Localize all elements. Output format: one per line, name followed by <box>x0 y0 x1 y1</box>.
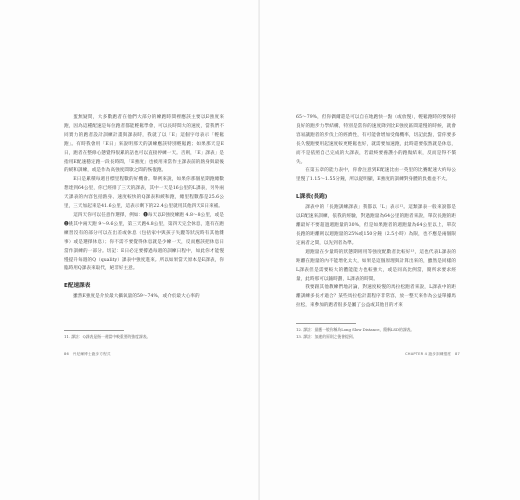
right-paragraph-2: 在第五章的能力表中，你會注意到E配速比由一英里的比賽配速大約每公里慢了1.15～1.55分鐘，所以從明顯，E強度的訓練對身體的負擔並不大。 <box>296 168 456 183</box>
left-paragraph-1: 蛋無疑問，大多數跑者在他們大部分的練跑時間裡應該主要以E強度來跑，因為這種配速是每位跑者都能輕鬆學會，可以長時間大的速度，當我們不同實力的跑者設計訓練計畫與課表時，我就了以「E」這個字母表示「輕鬆跑」。有時我會用「E日」來說明那天的訓練應該特別輕鬆跑；如果那天是E日，跑者在整條心態覺得很累的話也可以直接停練一天。否則，「E」課表」是指用E配速穩定跑一段長時間，「E強度」也被用來當作主課表前的熱身與最後的緩和訓練，或是作為高強度間歇之間的恢復跑。 <box>64 115 224 174</box>
left-paragraph-2: E日是累積每週目標里程數的好機會。舉例來說，如果你那個星期跑總數想達到64公里，你已經排了三天的課表，其中一天是16公里的L課表，另外兩天課表的內容包括熱身、速度較快的Q課表和緩和跑，總里程數都是25.6公里，三天加起來是41.6公里，這表示剩下的22.4公里就用其他四天E日來補。 <box>64 177 224 210</box>
right-body-text <box>296 114 456 311</box>
left-footnotes <box>64 334 224 341</box>
left-footnote-rule <box>64 330 124 331</box>
footnote-11: 11. 譯註：Q課表是指一週當中較重要的強度課表。 <box>64 334 151 339</box>
right-page <box>260 0 520 500</box>
left-paragraph-4: 雖然E強度是介於最大攝氧量的59～74%，或介於最大心率的 <box>73 294 200 300</box>
right-page-number: CHAPTER 4 跑步訓練強度 87 <box>405 352 460 356</box>
right-paragraph-1: 65～79%，但你偶爾還是可以自在地跑快一點（或放慢），輕鬆跑時的要保持良好的跑步力學結構，特別是當你的速度降到比E強度區間還慢的時候，就會容易讓跑者的步伐上的經濟性，有可能會增加受傷機率，切記此點，當你要多長久慢跑要用起速度較更輕鬆也好，就需要加速跑，此時還要依然就是休息，而不是依照自己完成的大課表，若最終要養護小的跑傷結束，反而是得不償失。 <box>296 115 456 165</box>
section-heading-long-run: L課表(長跑) <box>296 194 328 201</box>
footnote-12: 12. 譯註：最應一般你稱為Long Slow Distance，簡稱LSD的課表。 <box>296 327 415 332</box>
left-paragraph-3: 這四天你可以任意作選擇，例如：❶每天以E強度練跑 4.8～8公里，或是❷挑其中兩天跑 9～9.6公里，第三天跑4.8公里，第四天完全休息，進有在跑練習沒有的部分可以在出差或休息（包括家中與孩子失蹤等狀況時有其他雜事）或是選擇休息）；你不需不要覺得休息就是少練一天，反而應該把休息日當作訓練的一部分。切記：E日必定要撐過每週的訓練日程中，如此你才能慢慢提升每週的Q（quality）課表中強度進來。所以如果當天原本是E課表，你臨時用Q課表來取代，絕非好主意。 <box>64 212 224 272</box>
right-paragraph-5: 我要跟其他教練們地討論，對速度較慢的馬拉松跑者來說，L課表中的距離訓練多長才適合？某些馬拉松計畫程序非常容，放一整天來作為公益單據馬拉松，來參加的跑者很多是屬了公益或其他目的才來 <box>296 285 456 309</box>
footnote-13: 13. 譯註：加速的原則之後會提到。 <box>296 334 357 339</box>
right-footnote-rule <box>296 323 356 324</box>
right-footnotes <box>296 327 456 341</box>
left-body-text <box>64 114 224 302</box>
right-paragraph-3: 課表中的「長跑訓練課表」我都以「L」表示¹²。這類課表一般來說都是以E配速來訓練，依我的經驗，對過跑量為64公里的跑者來說，單次長跑的距離最好不要超過週跑量的30%，但是如果跑者的週跑量為64公里以上，單次長跑的距離則以週跑量的25%或150分鐘（2.5小時）為限，也不應是兩個限定兩者之間，以先到者為準。 <box>296 205 456 246</box>
section-heading-e-pace: E配速課表 <box>64 283 91 290</box>
right-paragraph-4: 週跑量在少量時的狀態期則用等強度配數者比較好¹³，這也代表L課表的距離在跑量的內不能增化太大，如果是這個原理與計算出來的，雖然是同樣的L課表但是需要較大的體能能力也較強大，或是同高比例當，簡所求要求經量，此時那可以隨時劃，L課表的時間。 <box>296 249 456 282</box>
left-page-number: 86 丹尼爾博士跑步方程式 <box>64 352 111 356</box>
